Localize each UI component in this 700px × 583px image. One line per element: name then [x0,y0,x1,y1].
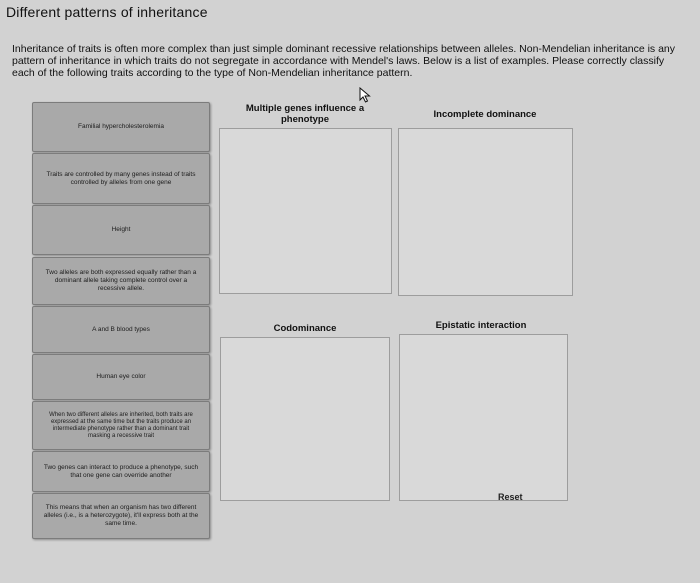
trait-card-polygenic-definition[interactable] [32,153,210,204]
reset-button[interactable]: Reset [498,492,523,502]
trait-card-codominance-definition[interactable] [32,257,210,305]
category-title-multiple-genes: Multiple genes influence a phenotype [245,103,365,125]
trait-card-label: A and B blood types [92,325,150,333]
trait-card-label: Two genes can interact to produce a phenotype, such that one gene can override another [43,463,199,479]
drop-zone-epistatic-interaction[interactable] [399,334,568,501]
trait-card-heterozygote-definition[interactable] [32,493,210,539]
trait-card-epistasis-definition[interactable] [32,451,210,492]
trait-card-human-eye-color[interactable] [32,354,210,400]
trait-card-height[interactable] [32,205,210,255]
trait-card-label: This means that when an organism has two different alleles (i.e., is a heterozygote), it'll express both at the same time. [43,504,199,527]
drop-zone-multiple-genes[interactable] [219,128,392,294]
category-title-incomplete-dominance: Incomplete dominance [433,109,537,120]
page-title: Different patterns of inheritance [6,4,208,20]
mouse-pointer-icon [359,87,371,103]
trait-card-label: Traits are controlled by many genes instead of traits controlled by alleles from one gene [46,170,196,186]
trait-card-label: Height [111,226,131,233]
trait-card-incomplete-dominance-definition[interactable] [32,401,210,450]
trait-card-label: Human eye color [96,373,146,380]
drop-zone-incomplete-dominance[interactable] [398,128,573,296]
trait-card-label: Two alleles are both expressed equally rather than a dominant allele taking complete control over a recessive allele. [45,269,197,292]
category-title-codominance: Codominance [273,323,337,334]
trait-card-label: Familial hypercholesterolemia [78,123,164,130]
trait-card-label: When two different alleles are inherited, both traits are expressed at the same time but the traits produce an intermediate phenotype rather than a dominant trait masking a recessive trait [49,411,193,439]
instructions-text: Inheritance of traits is often more complex than just simple dominant recessive relationships between alleles. Non-Mendelian inheritance is any pattern of inheritance in which traits do not segregate in accordance with Mendel's laws. Below is a list of examples. Please correctly classify each of the following traits according to the type of Non-Mendelian inheritance pattern. [12,43,676,79]
drop-zone-codominance[interactable] [220,337,390,501]
trait-card-familial-hypercholesterolemia[interactable] [32,102,210,152]
trait-card-ab-blood-types[interactable] [32,306,210,353]
category-title-epistatic-interaction: Epistatic interaction [435,320,527,331]
